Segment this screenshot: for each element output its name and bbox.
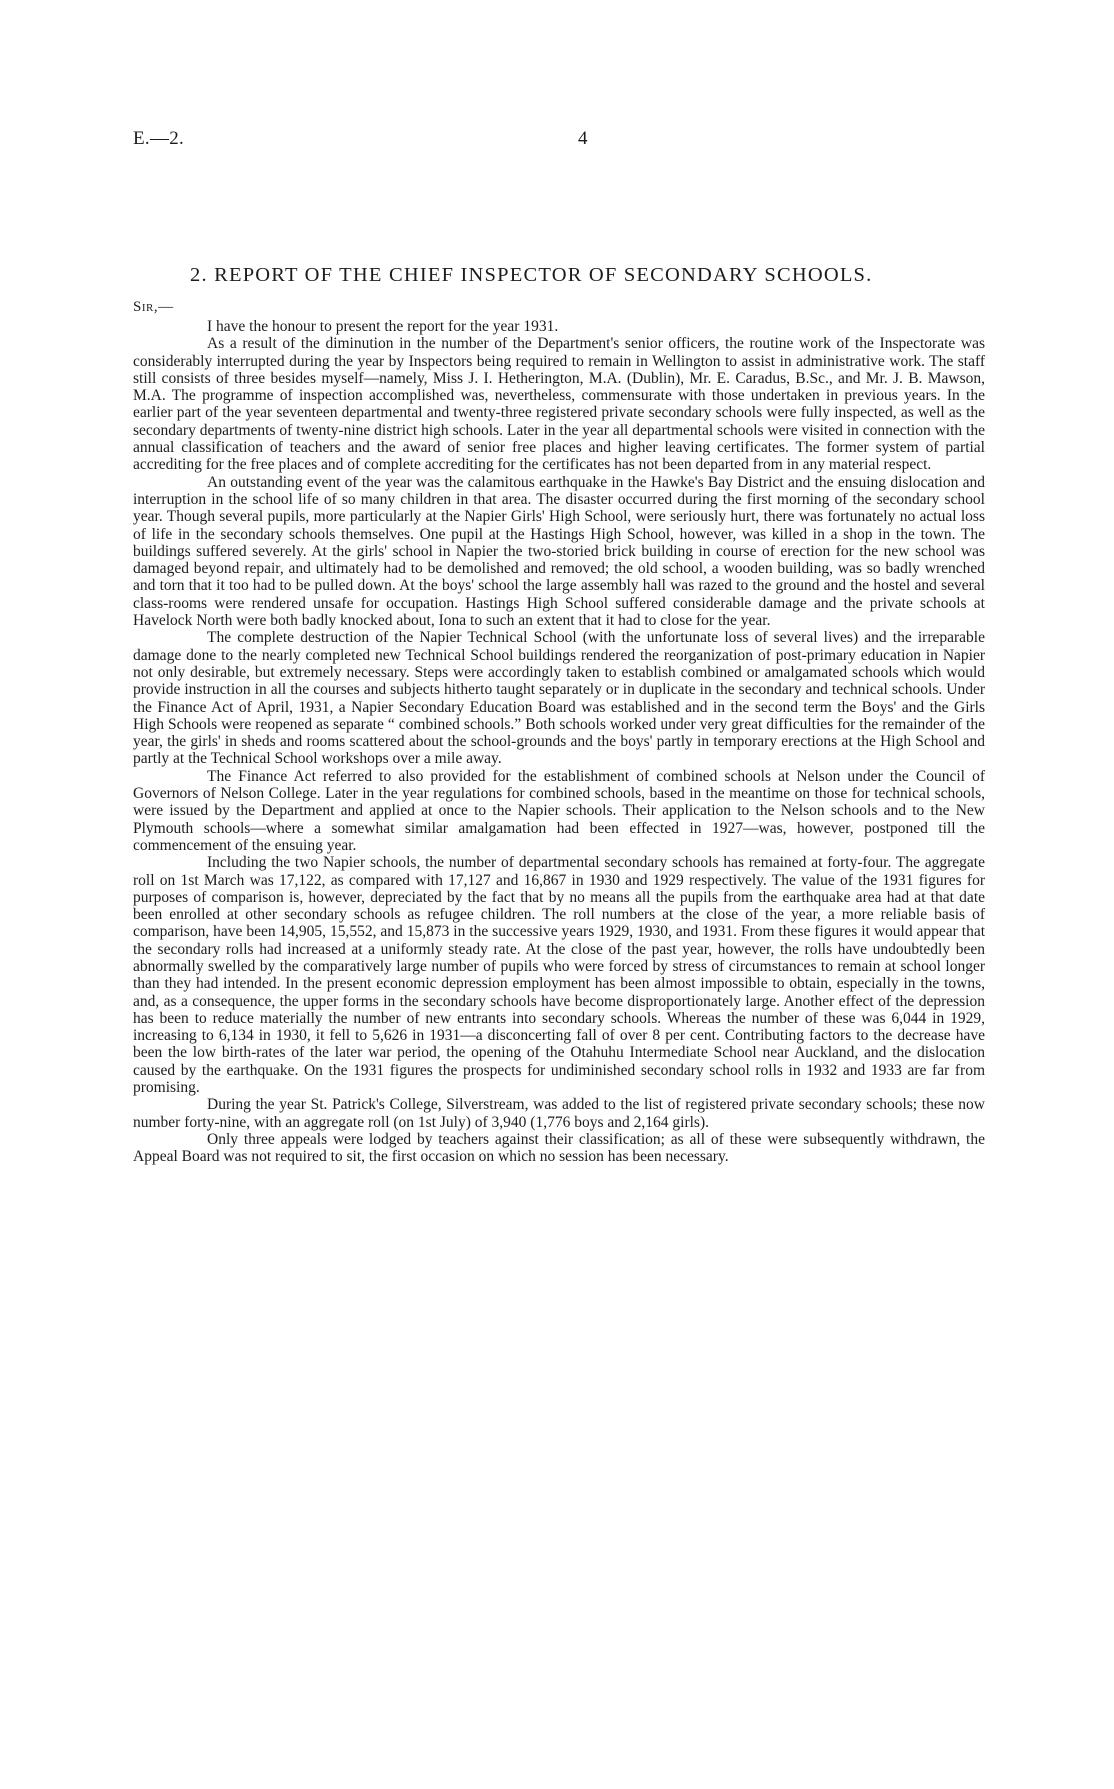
paragraph-earthquake: An outstanding event of the year was the calamitous earthquake in the Hawke's Bay District and the ensuing dislocation and interruption in the school life of so many children in that area. The disaster occurred during the first morning of the secondary school year. Though several pupils, more particularly at the Napier Girls' High School, were seriously hurt, there was fortunately no actual loss of life in the secondary schools themselves. One pupil at the Hastings High School, however, was killed in a shop in the town. The buildings suffered severely. At the girls' school in Napier the two-storied brick building in course of erection for the new school was damaged beyond repair, and ultimately had to be demolished and removed; the old school, a wooden building, was so badly wrenched and torn that it too had to be pulled down. At the boys' school the large assembly hall was razed to the ground and the hostel and several class-rooms were rendered unsafe for occupation. Hastings High School suffered considerable damage and the private schools at Havelock North were both badly knocked about, Iona to such an extent that it had to close for the year. bbox=[133, 473, 985, 630]
paragraph-finance-act: The Finance Act referred to also provided for the establishment of combined schools at Nelson under the Council of Governors of Nelson College. Later in the year regulations for combined schools, based in the meantime on those for technical schools, were issued by the Department and applied at once to the Napier schools. Their application to the Nelson schools and to the New Plymouth schools—where a somewhat similar amalgamation had been effected in 1927—was, however, postponed till the commencement of the ensuing year. bbox=[133, 767, 985, 854]
document-reference: E.—2. bbox=[133, 128, 185, 149]
paragraph-appeals: Only three appeals were lodged by teachers against their classification; as all of these were subsequently withdrawn, the Appeal Board was not required to sit, the first occasion on which no session has been necessary. bbox=[133, 1130, 985, 1166]
paragraph-inspectorate: As a result of the diminution in the number of the Department's senior officers, the routine work of the Inspectorate was considerably interrupted during the year by Inspectors being required to remain in Wellington to assist in administrative work. The staff still consists of three besides myself—namely, Miss J. I. Hetherington, M.A. (Dublin), Mr. E. Caradus, B.Sc., and Mr. J. B. Mawson, M.A. The programme of inspection accomplished was, nevertheless, commensurate with those undertaken in previous years. In the earlier part of the year seventeen departmental and twenty-three registered private secondary schools were fully inspected, as well as the secondary departments of twenty-nine district high schools. Later in the year all departmental schools were visited in connection with the annual classification of teachers and the award of senior free places and higher leaving certificates. The former system of partial accrediting for the free places and of complete accrediting for the certificates has not been departed from in any material respect. bbox=[133, 335, 985, 474]
page-number: 4 bbox=[578, 128, 588, 149]
paragraph-private-schools: During the year St. Patrick's College, Silverstream, was added to the list of registered private secondary schools; these now number forty-nine, with an aggregate roll (on 1st July) of 3,940 (1,776 boys and 2,164 girls). bbox=[133, 1096, 985, 1131]
report-body bbox=[133, 318, 985, 1166]
report-title: 2. REPORT OF THE CHIEF INSPECTOR OF SECONDARY SCHOOLS. bbox=[190, 264, 873, 286]
paragraph-intro: I have the honour to present the report for the year 1931. bbox=[207, 318, 559, 335]
salutation: Sir,— bbox=[133, 299, 174, 315]
paragraph-rolls: Including the two Napier schools, the number of departmental secondary schools has remained at forty-four. The aggregate roll on 1st March was 17,122, as compared with 17,127 and 16,867 in 1930 and 1929 respectively. The value of the 1931 figures for purposes of comparison is, however, depreciated by the fact that by no means all the pupils from the earthquake area had at that date been enrolled at other secondary schools as refugee children. The roll numbers at the close of the year, a more reliable basis of comparison, have been 14,905, 15,552, and 15,873 in the successive years 1929, 1930, and 1931. From these figures it would appear that the secondary rolls had increased at a uniformly steady rate. At the close of the past year, however, the rolls have undoubtedly been abnormally swelled by the comparatively large number of pupils who were forced by stress of circumstances to remain at school longer than they had intended. In the present economic depression employment has been almost impossible to obtain, especially in the towns, and, as a consequence, the upper forms in the secondary schools have become disproportionately large. Another effect of the depression has been to reduce materially the number of new entrants into secondary schools. Whereas the number of these was 6,044 in 1929, increasing to 6,134 in 1930, it fell to 5,626 in 1931—a disconcerting fall of over 8 per cent. Contributing factors to the decrease have been the low birth-rates of the later war period, the opening of the Otahuhu Intermediate School near Auckland, and the dislocation caused by the earthquake. On the 1931 figures the prospects for undiminished secondary school rolls in 1932 and 1933 are far from promising. bbox=[133, 854, 985, 1097]
paragraph-napier-reorganization: The complete destruction of the Napier Technical School (with the unfortunate loss of several lives) and the irreparable damage done to the nearly completed new Technical School buildings rendered the reorganization of post-primary education in Napier not only desirable, but extremely necessary. Steps were accordingly taken to establish combined or amalgamated schools which would provide instruction in all the courses and subjects hitherto taught separately or in duplicate in the secondary and technical schools. Under the Finance Act of April, 1931, a Napier Secondary Education Board was established and in the second term the Boys' and the Girls High Schools were reopened as separate “ combined schools.” Both schools worked under very great difficulties for the remainder of the year, the girls' in sheds and rooms scattered about the school-grounds and the boys' partly in temporary erections at the High School and partly at the Technical School workshops over a mile away. bbox=[133, 629, 985, 768]
